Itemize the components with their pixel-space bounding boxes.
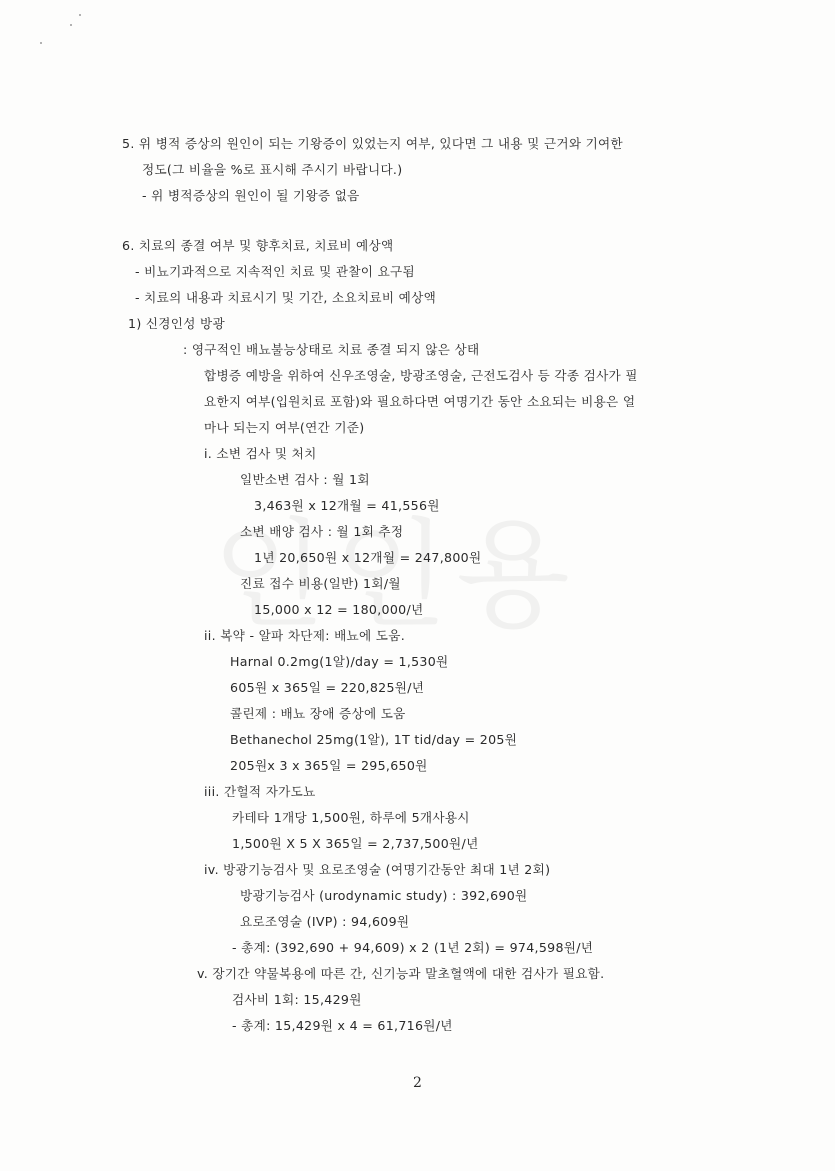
item-ii-line: 605원 x 365일 = 220,825원/년 <box>230 680 425 695</box>
question-line-3: 마나 되는지 여부(연간 기준) <box>204 420 365 435</box>
question-line-2: 요한지 여부(입원치료 포함)와 필요하다면 여명기간 동안 소요되는 비용은 얼 <box>204 394 636 409</box>
scan-speck <box>70 24 72 26</box>
item-6-bullet-1: - 비뇨기과적으로 지속적인 치료 및 관찰이 요구됨 <box>135 264 415 279</box>
item-i-line: 1년 20,650원 x 12개월 = 247,800원 <box>254 550 482 565</box>
item-ii-line: 205원x 3 x 365일 = 295,650원 <box>230 758 428 773</box>
item-iv-heading: iv. 방광기능검사 및 요로조영술 (여명기간동안 최대 1년 2회) <box>204 862 551 877</box>
item-i-line: 15,000 x 12 = 180,000/년 <box>254 602 424 617</box>
subsection-1-heading: 1) 신경인성 방광 <box>128 316 225 331</box>
item-ii-line: Harnal 0.2mg(1알)/day = 1,530원 <box>230 654 449 669</box>
item-6-bullet-2: - 치료의 내용과 치료시기 및 기간, 소요치료비 예상액 <box>135 290 437 305</box>
item-iv-line: 요로조영술 (IVP) : 94,609원 <box>240 914 410 929</box>
item-v-heading: v. 장기간 약물복용에 따른 간, 신기능과 말초혈액에 대한 검사가 필요함. <box>197 966 605 981</box>
item-v-line: 검사비 1회: 15,429원 <box>232 992 362 1007</box>
item-iii-line: 카테타 1개당 1,500원, 하루에 5개사용시 <box>232 810 470 825</box>
item-iv-line: 방광기능검사 (urodynamic study) : 392,690원 <box>240 888 528 903</box>
item-5-answer: - 위 병적증상의 원인이 될 기왕증 없음 <box>142 188 360 203</box>
question-line-1: 합병증 예방을 위하여 신우조영술, 방광조영술, 근전도검사 등 각종 검사가 필 <box>204 368 638 383</box>
item-i-heading: i. 소변 검사 및 처치 <box>204 446 317 461</box>
scan-speck <box>79 14 81 16</box>
item-5-line-2: 정도(그 비율을 %로 표시해 주시기 바랍니다.) <box>142 162 403 177</box>
item-i-line: 3,463원 x 12개월 = 41,556원 <box>254 498 440 513</box>
scan-speck <box>40 42 42 44</box>
item-iii-line: 1,500원 X 5 X 365일 = 2,737,500원/년 <box>232 836 479 851</box>
item-ii-line: 콜린제 : 배뇨 장애 증상에 도움 <box>230 706 406 721</box>
item-i-line: 진료 접수 비용(일반) 1회/월 <box>240 576 401 591</box>
subsection-1-status: : 영구적인 배뇨불능상태로 치료 종결 되지 않은 상태 <box>183 342 480 357</box>
item-i-line: 일반소변 검사 : 월 1회 <box>240 472 370 487</box>
item-iv-total: - 총계: (392,690 + 94,609) x 2 (1년 2회) = 974,598원/년 <box>232 940 594 955</box>
item-iii-heading: iii. 간헐적 자가도뇨 <box>204 784 316 799</box>
item-5-line-1: 5. 위 병적 증상의 원인이 되는 기왕증이 있었는지 여부, 있다면 그 내용 및 근거와 기여한 <box>122 136 623 151</box>
page-number: 2 <box>413 1075 422 1091</box>
item-ii-heading: ii. 복약 - 알파 차단제: 배뇨에 도움. <box>204 628 405 643</box>
item-ii-line: Bethanechol 25mg(1알), 1T tid/day = 205원 <box>230 732 518 747</box>
item-6-heading: 6. 치료의 종결 여부 및 향후치료, 치료비 예상액 <box>122 238 394 253</box>
item-v-total: - 총계: 15,429원 x 4 = 61,716원/년 <box>232 1018 453 1033</box>
item-i-line: 소변 배양 검사 : 월 1회 추정 <box>240 524 404 539</box>
